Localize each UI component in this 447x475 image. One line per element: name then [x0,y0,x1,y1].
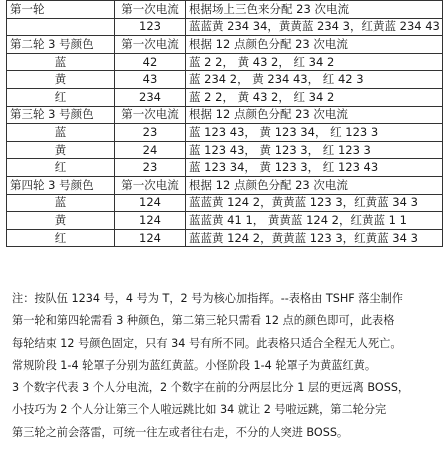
table-cell: 根据 12 点颜色分配 23 次电流 [186,36,443,54]
table-cell: 蓝蓝黄 124 2，黄黄蓝 123 3，红黄蓝 34 3 [186,194,443,212]
table-cell: 蓝 234 2， 黄 234 43， 红 42 3 [186,71,443,89]
table-cell: 蓝 2 2， 黄 43 2， 红 34 2 [186,88,443,106]
table-cell: 23 [115,124,186,142]
note-line: 小技巧为 2 个人分让第三个人啦远跳比如 34 就让 2 号啦远跳，第二轮分完 [12,403,387,417]
table-cell: 蓝 [7,124,115,142]
table-cell: 24 [115,141,186,159]
table-cell: 蓝 2 2， 黄 43 2， 红 34 2 [186,53,443,71]
table-row [7,71,443,89]
strategy-table [6,0,443,247]
table-cell: 黄 [7,212,115,230]
note-line: 第三轮之前会落雷，可统一往左或者往右走，不分的人突进 BOSS。 [12,425,349,439]
table-cell: 黄 [7,71,115,89]
table-cell [7,18,115,36]
table-cell: 蓝蓝黄 234 34，黄黄蓝 234 3，红黄蓝 234 43 [186,18,443,36]
table-row [7,124,443,142]
note-line: 常规阶段 1-4 轮罩子分别为蓝红黄蓝。小怪阶段 1-4 轮罩子为黄蓝红黄。 [12,358,377,372]
table-cell: 蓝 123 34， 黄 123 3， 红 123 43 [186,159,443,177]
table-cell: 红 [7,229,115,247]
table-cell: 蓝蓝黄 124 2，黄黄蓝 123 3，红黄蓝 34 3 [186,229,443,247]
table-row [7,106,443,124]
note-line: 注：按队伍 1234 号，4 号为 T，2 号为核心加指挥。--表格由 TSHF 落尘制作 [12,292,403,305]
note-line: 每轮结束 12 号颜色固定，只有 34 号有所不同。此表格只适合全程无人死亡。 [12,336,402,350]
table-row [7,159,443,177]
table-row [7,18,443,36]
table-cell: 第一轮 [7,1,115,19]
table-cell: 第一次电流 [115,176,186,194]
table-cell: 蓝 [7,194,115,212]
table-cell: 根据场上三色来分配 23 次电流 [186,1,443,19]
table-row [7,1,443,19]
note-line: 第一轮和第四轮需看 3 种颜色，第二第三轮只需看 12 点的颜色即可，此表格 [12,314,395,328]
table-cell: 第一次电流 [115,1,186,19]
table-row [7,36,443,54]
table-cell: 23 [115,159,186,177]
table-cell: 根据 12 点颜色分配 23 次电流 [186,106,443,124]
table-cell: 234 [115,88,186,106]
table-cell: 124 [115,229,186,247]
table-cell: 第三轮 3 号颜色 [7,106,115,124]
table-cell: 蓝 123 43， 黄 123 34， 红 123 3 [186,124,443,142]
table-cell: 红 [7,159,115,177]
table-row [7,194,443,212]
table-cell: 第一次电流 [115,36,186,54]
table-cell: 第一次电流 [115,106,186,124]
table-cell: 124 [115,212,186,230]
notes-section [12,288,442,444]
table-cell: 红 [7,88,115,106]
table-cell: 43 [115,71,186,89]
table-row [7,212,443,230]
table-row [7,176,443,194]
table-row [7,141,443,159]
table-cell: 蓝 123 43， 黄 123 3， 红 123 3 [186,141,443,159]
table-cell: 黄 [7,141,115,159]
table-cell: 第二轮 3 号颜色 [7,36,115,54]
table-cell: 123 [115,18,186,36]
table-cell: 第四轮 3 号颜色 [7,176,115,194]
table-cell: 蓝 [7,53,115,71]
table-row [7,88,443,106]
note-line: 3 个数字代表 3 个人分电流，2 个数字在前的分两层比分 1 层的更远离 BOSS， [12,381,410,395]
table-row [7,229,443,247]
table-cell: 根据 12 点颜色分配 23 次电流 [186,176,443,194]
table-row [7,53,443,71]
table-cell: 蓝蓝黄 41 1， 黄黄蓝 124 2，红黄蓝 1 1 [186,212,443,230]
table-cell: 42 [115,53,186,71]
table-cell: 124 [115,194,186,212]
